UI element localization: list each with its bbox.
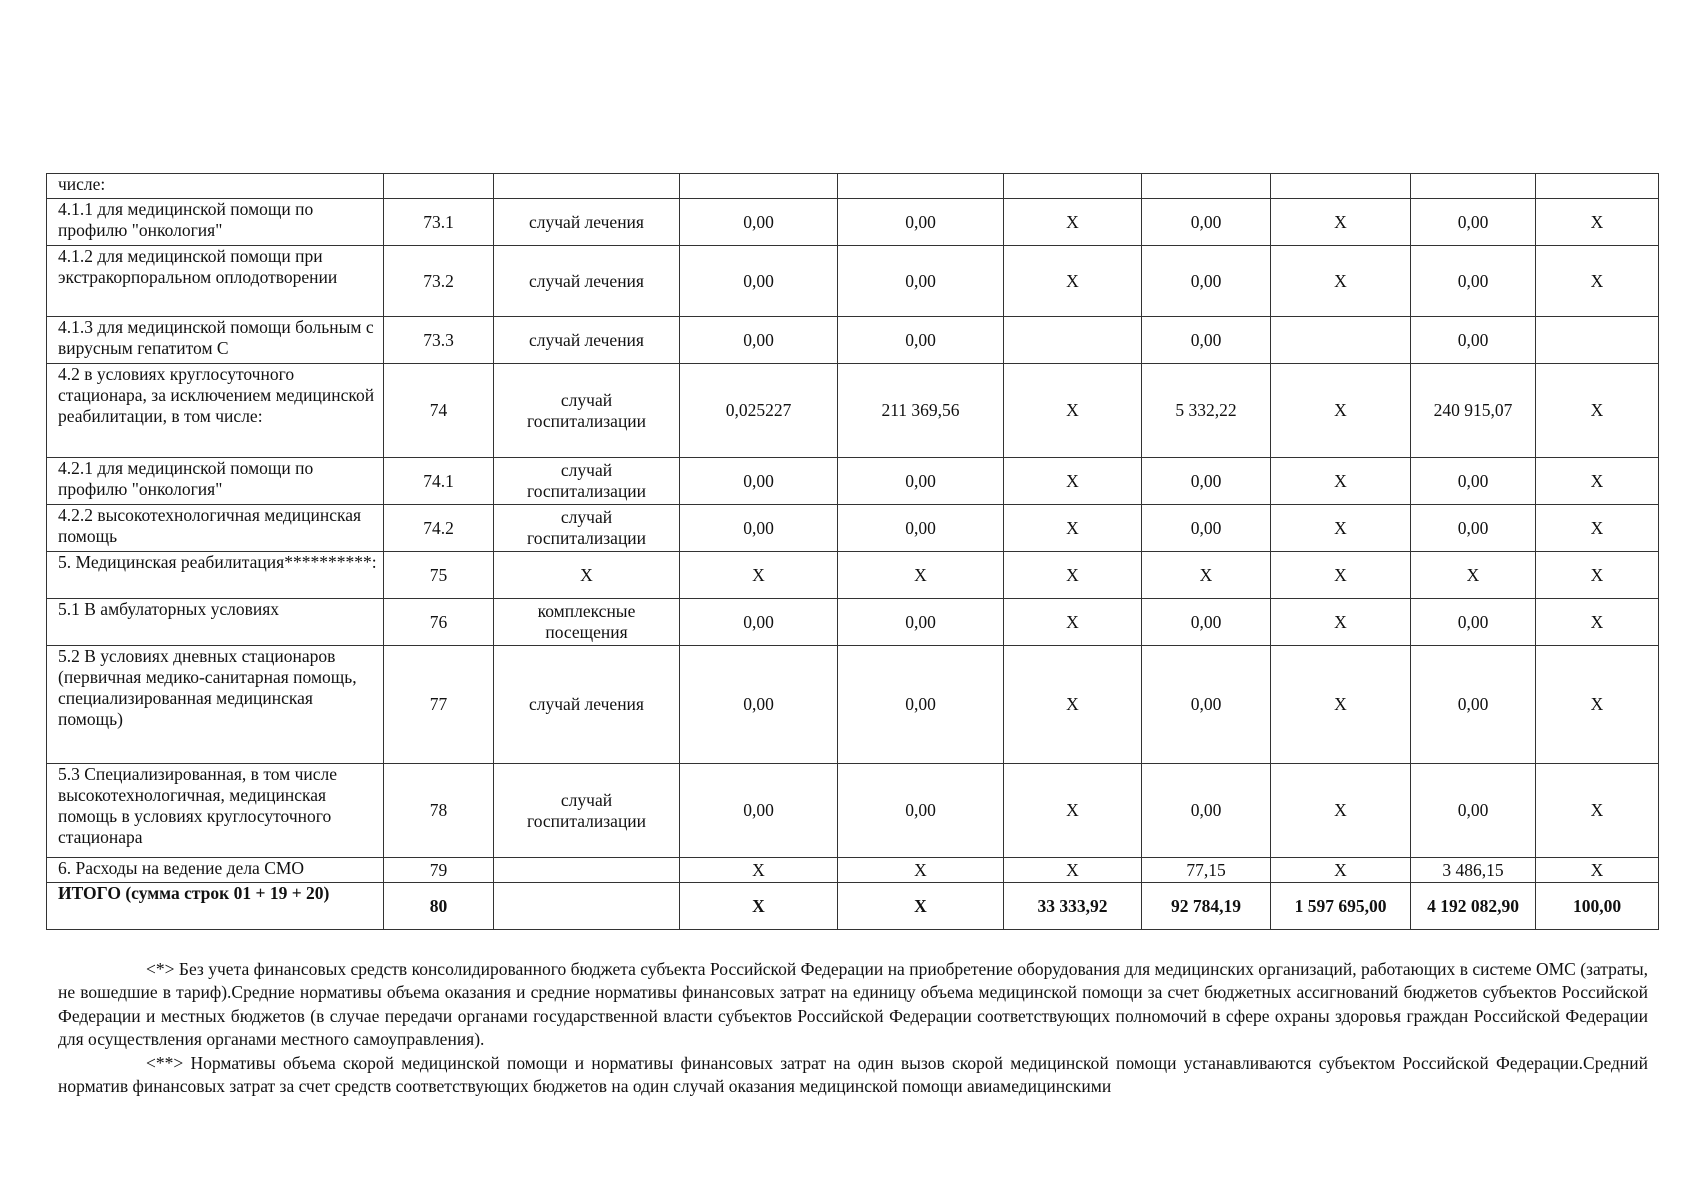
table-cell: X — [1004, 599, 1142, 646]
table-cell — [1004, 174, 1142, 199]
footnote-2: <**> Нормативы объема скорой медицинской помощи и нормативы финансовых затрат на один вызов скорой медицинской помощи устанавливаются субъектом Российской Федерации.Средний норматив финансовых затрат за счет средств соответствующих бюджетов на один случай оказания медицинской помощи авиамедицинскими — [58, 1052, 1648, 1097]
table-cell: 0,00 — [838, 246, 1004, 317]
table-cell: X — [838, 883, 1004, 930]
table-cell — [1142, 174, 1271, 199]
table-cell: X — [1536, 552, 1659, 599]
table-cell: 77 — [384, 646, 494, 764]
table-cell: 0,00 — [1142, 505, 1271, 552]
table-cell: случай госпитализации — [494, 764, 680, 858]
table-row — [47, 246, 1659, 317]
table-cell: 0,00 — [1142, 246, 1271, 317]
table-cell: 0,00 — [1411, 599, 1536, 646]
row-label-cell: 5.1 В амбулаторных условиях — [47, 599, 384, 646]
table-cell: 73.1 — [384, 199, 494, 246]
table-cell: X — [1536, 764, 1659, 858]
table-cell: 73.2 — [384, 246, 494, 317]
table-cell — [680, 174, 838, 199]
footnotes — [58, 958, 1648, 1098]
table-cell: 0,00 — [1411, 246, 1536, 317]
table-cell: X — [1271, 199, 1411, 246]
table-cell: X — [838, 552, 1004, 599]
table-cell: 0,00 — [680, 317, 838, 364]
table-row — [47, 858, 1659, 883]
table-cell: 0,00 — [838, 646, 1004, 764]
table-cell: 0,00 — [680, 764, 838, 858]
table-cell: комплексные посещения — [494, 599, 680, 646]
row-label-cell: 5.3 Специализированная, в том числе высокотехнологичная, медицинская помощь в условиях круглосуточного стационара — [47, 764, 384, 858]
table-cell: 0,00 — [838, 505, 1004, 552]
table-cell: 73.3 — [384, 317, 494, 364]
table-cell: 0,00 — [838, 317, 1004, 364]
table-cell: 76 — [384, 599, 494, 646]
table-cell: 0,00 — [680, 505, 838, 552]
table-cell: 33 333,92 — [1004, 883, 1142, 930]
table-cell: 0,00 — [1142, 599, 1271, 646]
table-cell: X — [1004, 364, 1142, 458]
table-row — [47, 764, 1659, 858]
row-label-cell: 4.2.2 высокотехнологичная медицинская помощь — [47, 505, 384, 552]
table-cell: 0,00 — [1142, 317, 1271, 364]
table-cell: случай госпитализации — [494, 458, 680, 505]
table-cell — [1411, 174, 1536, 199]
table-cell: 240 915,07 — [1411, 364, 1536, 458]
table-cell: 0,00 — [838, 199, 1004, 246]
table-cell: X — [1271, 246, 1411, 317]
table-cell: 92 784,19 — [1142, 883, 1271, 930]
table-cell: 80 — [384, 883, 494, 930]
table-cell: X — [1536, 858, 1659, 883]
table-cell: X — [1536, 246, 1659, 317]
table-cell — [494, 858, 680, 883]
table-cell: X — [680, 883, 838, 930]
table-row — [47, 199, 1659, 246]
table-cell: 78 — [384, 764, 494, 858]
table-cell: X — [1536, 458, 1659, 505]
row-label-cell: числе: — [47, 174, 384, 199]
table-cell: X — [1271, 764, 1411, 858]
table-cell: случай госпитализации — [494, 505, 680, 552]
table-cell: X — [1271, 458, 1411, 505]
table-row — [47, 458, 1659, 505]
table-cell: X — [1004, 552, 1142, 599]
table-cell: X — [1004, 505, 1142, 552]
table-cell: 0,00 — [1411, 764, 1536, 858]
table-cell — [1271, 317, 1411, 364]
table-cell: X — [1271, 858, 1411, 883]
table-row — [47, 174, 1659, 199]
table-cell: 0,00 — [680, 458, 838, 505]
table-cell: 0,00 — [838, 599, 1004, 646]
table-cell: X — [1271, 505, 1411, 552]
table-cell — [494, 174, 680, 199]
table-cell: X — [1411, 552, 1536, 599]
table-cell: X — [1536, 505, 1659, 552]
table-cell: 0,00 — [1411, 646, 1536, 764]
table-cell: 0,00 — [838, 764, 1004, 858]
table-cell: 5 332,22 — [1142, 364, 1271, 458]
row-label-cell: ИТОГО (сумма строк 01 + 19 + 20) — [47, 883, 384, 930]
table-cell — [1004, 317, 1142, 364]
table-cell: X — [1004, 858, 1142, 883]
table-body — [47, 174, 1659, 930]
footnote-1: <*> Без учета финансовых средств консолидированного бюджета субъекта Российской Федерации на приобретение оборудования для медицинских организаций, работающих в системе ОМС (затраты, не вошедшие в тариф).Средние нормативы объема оказания и средние нормативы финансовых затрат на единицу объема медицинской помощи за счет бюджетных ассигнований бюджетов субъектов Российской Федерации и местных бюджетов (в случае передачи органами государственной власти субъектов Российской Федерации соответствующих полномочий в сфере охраны здоровья граждан Российской Федерации для осуществления органами местного самоуправления). — [58, 959, 1648, 1050]
table-cell — [1271, 174, 1411, 199]
table-cell: 0,025227 — [680, 364, 838, 458]
table-row — [47, 505, 1659, 552]
row-label-cell: 4.1.2 для медицинской помощи при экстракорпоральном оплодотворении — [47, 246, 384, 317]
table-row — [47, 317, 1659, 364]
table-cell: 0,00 — [1142, 646, 1271, 764]
table-cell: X — [1271, 646, 1411, 764]
table-cell: X — [680, 552, 838, 599]
table-cell: 0,00 — [1142, 458, 1271, 505]
table-cell: X — [1536, 199, 1659, 246]
table-cell: X — [1004, 764, 1142, 858]
table-row — [47, 599, 1659, 646]
table-cell: случай лечения — [494, 199, 680, 246]
table-cell — [1536, 317, 1659, 364]
table-cell: 0,00 — [680, 646, 838, 764]
data-table — [46, 173, 1659, 930]
table-cell — [384, 174, 494, 199]
table-cell: 79 — [384, 858, 494, 883]
table-cell: X — [1004, 199, 1142, 246]
table-cell: X — [494, 552, 680, 599]
row-label-cell: 6. Расходы на ведение дела СМО — [47, 858, 384, 883]
table-cell: 0,00 — [680, 199, 838, 246]
table-cell: случай лечения — [494, 317, 680, 364]
table-cell: X — [838, 858, 1004, 883]
table-cell: X — [1271, 364, 1411, 458]
table-row — [47, 364, 1659, 458]
row-label-cell: 5.2 В условиях дневных стационаров (первичная медико-санитарная помощь, специализированная медицинская помощь) — [47, 646, 384, 764]
table-cell: X — [1271, 599, 1411, 646]
table-cell: X — [1004, 246, 1142, 317]
table-cell — [494, 883, 680, 930]
table-cell: X — [1536, 599, 1659, 646]
table-cell: 0,00 — [1411, 199, 1536, 246]
table-cell: X — [1536, 646, 1659, 764]
table-row — [47, 646, 1659, 764]
table-cell: X — [1004, 646, 1142, 764]
table-cell: X — [1536, 364, 1659, 458]
table-cell: 74.1 — [384, 458, 494, 505]
row-label-cell: 5. Медицинская реабилитация**********: — [47, 552, 384, 599]
table-cell: 1 597 695,00 — [1271, 883, 1411, 930]
table-cell: 0,00 — [1411, 458, 1536, 505]
table-cell: 77,15 — [1142, 858, 1271, 883]
row-label-cell: 4.2 в условиях круглосуточного стационара, за исключением медицинской реабилитации, в том числе: — [47, 364, 384, 458]
table-cell: 75 — [384, 552, 494, 599]
table-cell: 74.2 — [384, 505, 494, 552]
table-row-total — [47, 883, 1659, 930]
table-cell: X — [1004, 458, 1142, 505]
table-row — [47, 552, 1659, 599]
table-cell: 0,00 — [1142, 199, 1271, 246]
table-cell — [1536, 174, 1659, 199]
table-cell — [838, 174, 1004, 199]
table-cell: 0,00 — [680, 599, 838, 646]
table-cell: 4 192 082,90 — [1411, 883, 1536, 930]
table-cell: случай лечения — [494, 246, 680, 317]
row-label-cell: 4.2.1 для медицинской помощи по профилю "онкология" — [47, 458, 384, 505]
table-cell: 211 369,56 — [838, 364, 1004, 458]
table-cell: 0,00 — [1411, 505, 1536, 552]
table-cell: X — [680, 858, 838, 883]
row-label-cell: 4.1.1 для медицинской помощи по профилю "онкология" — [47, 199, 384, 246]
table-cell: случай госпитализации — [494, 364, 680, 458]
table-cell: 0,00 — [1142, 764, 1271, 858]
table-cell: 0,00 — [680, 246, 838, 317]
table-cell: 74 — [384, 364, 494, 458]
table-cell: X — [1142, 552, 1271, 599]
table-cell: случай лечения — [494, 646, 680, 764]
table-cell: 0,00 — [838, 458, 1004, 505]
table-cell: 3 486,15 — [1411, 858, 1536, 883]
row-label-cell: 4.1.3 для медицинской помощи больным с вирусным гепатитом С — [47, 317, 384, 364]
table-cell: 100,00 — [1536, 883, 1659, 930]
table-cell: X — [1271, 552, 1411, 599]
table-cell: 0,00 — [1411, 317, 1536, 364]
